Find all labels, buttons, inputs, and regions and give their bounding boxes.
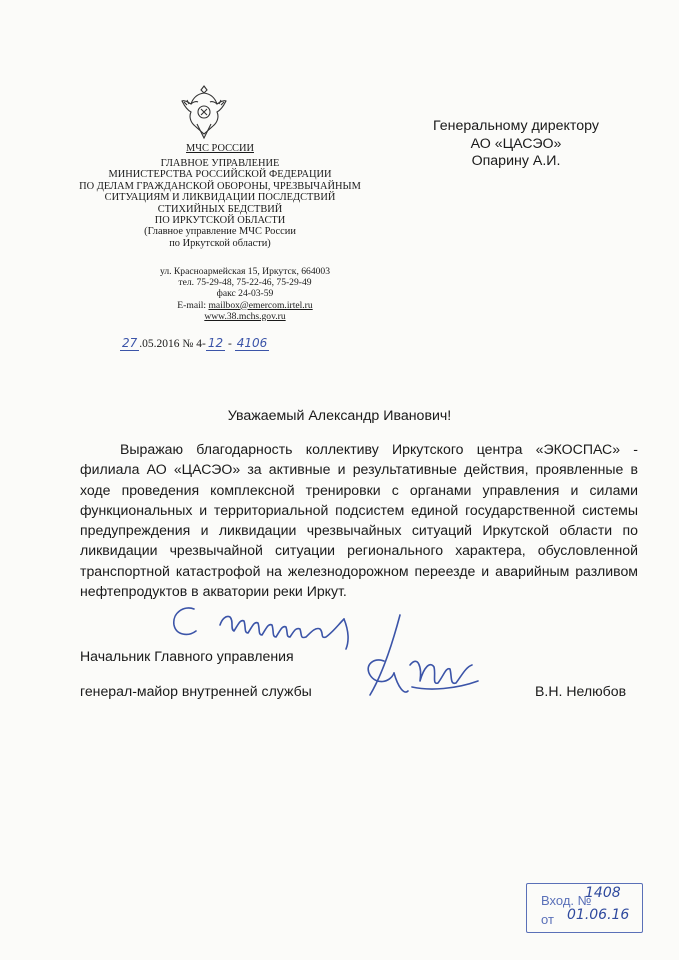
addressee-block [396, 118, 636, 171]
stamp-from-label: от [541, 912, 554, 927]
addressee-name: Опарину А.И. [471, 153, 561, 169]
fax: факс 24-03-59 [216, 288, 274, 300]
email-link[interactable]: mailbox@emercom.irtel.ru [208, 299, 313, 311]
addressee-company: АО «ЦАСЭО» [470, 135, 562, 152]
incoming-registration-stamp [526, 883, 643, 933]
signatory-title: Начальник Главного управления [80, 648, 294, 664]
phones: тел. 75-29-48, 75-22-46, 75-29-49 [178, 277, 312, 289]
organization-name [70, 158, 370, 249]
stamp-incoming-label: Вход. № [541, 893, 592, 908]
agency-short-name: МЧС РОССИИ [186, 143, 254, 154]
signatory-name: В.Н. Нелюбов [535, 683, 627, 699]
email-line [70, 300, 420, 311]
org-line: ПО ИРКУТСКОЙ ОБЛАСТИ [154, 215, 286, 227]
signatory-rank: генерал-майор внутренней службы [80, 683, 312, 699]
salutation: Уважаемый Александр Иванович! [227, 408, 452, 424]
letter-body: Выражаю благодарность коллективу Иркутского центра «ЭКОСПАС» - филиала АО «ЦАСЭО» за активные и результативные действия, проявленные в ходе проведения комплексной тренировки с органами управления и силами функциональных и территориальной подсистем единой государственной системы предупреждения и ликвидации чрезвычайных ситуаций Иркутской области по ликвидации чрезвычайной ситуации регионального характера, обусловленной транспортной катастрофой на железнодорожном переезде и аварийным разливом нефтепродуктов в акватории реки Иркут. [80, 441, 638, 600]
handwritten-number-part2: 4106 [236, 336, 268, 350]
org-line: СИТУАЦИЯМ И ЛИКВИДАЦИИ ПОСЛЕДСТВИЙ [104, 192, 336, 204]
contacts-block [70, 266, 420, 322]
email-prefix: E-mail: [177, 299, 209, 311]
org-line: СТИХИЙНЫХ БЕДСТВИЙ [157, 203, 283, 215]
addressee-position: Генеральному директору [433, 118, 599, 134]
number-separator: - [225, 338, 235, 350]
handwritten-number-part1: 12 [207, 336, 224, 350]
org-line: по Иркутской области) [169, 237, 271, 249]
stamp-date: 01.06.16 [567, 907, 630, 923]
org-line: ГЛАВНОЕ УПРАВЛЕНИЕ [160, 158, 280, 169]
org-line: (Главное управление МЧС России [144, 226, 296, 238]
date-text: .05.2016 № 4- [139, 338, 206, 350]
handwritten-day: 27 [122, 336, 138, 350]
org-line: ПО ДЕЛАМ ГРАЖДАНСКОЙ ОБОРОНЫ, ЧРЕЗВЫЧАЙНЫМ [79, 180, 361, 192]
address: ул. Красноармейская 15, Иркутск, 664003 [159, 266, 331, 277]
website-link[interactable]: www.38.mchs.gov.ru [204, 310, 286, 322]
org-line: МИНИСТЕРСТВА РОССИЙСКОЙ ФЕДЕРАЦИИ [108, 169, 332, 181]
stamp-incoming-number: 1408 [585, 885, 621, 901]
double-headed-eagle-emblem-icon [179, 80, 229, 140]
document-date-number [120, 336, 269, 351]
